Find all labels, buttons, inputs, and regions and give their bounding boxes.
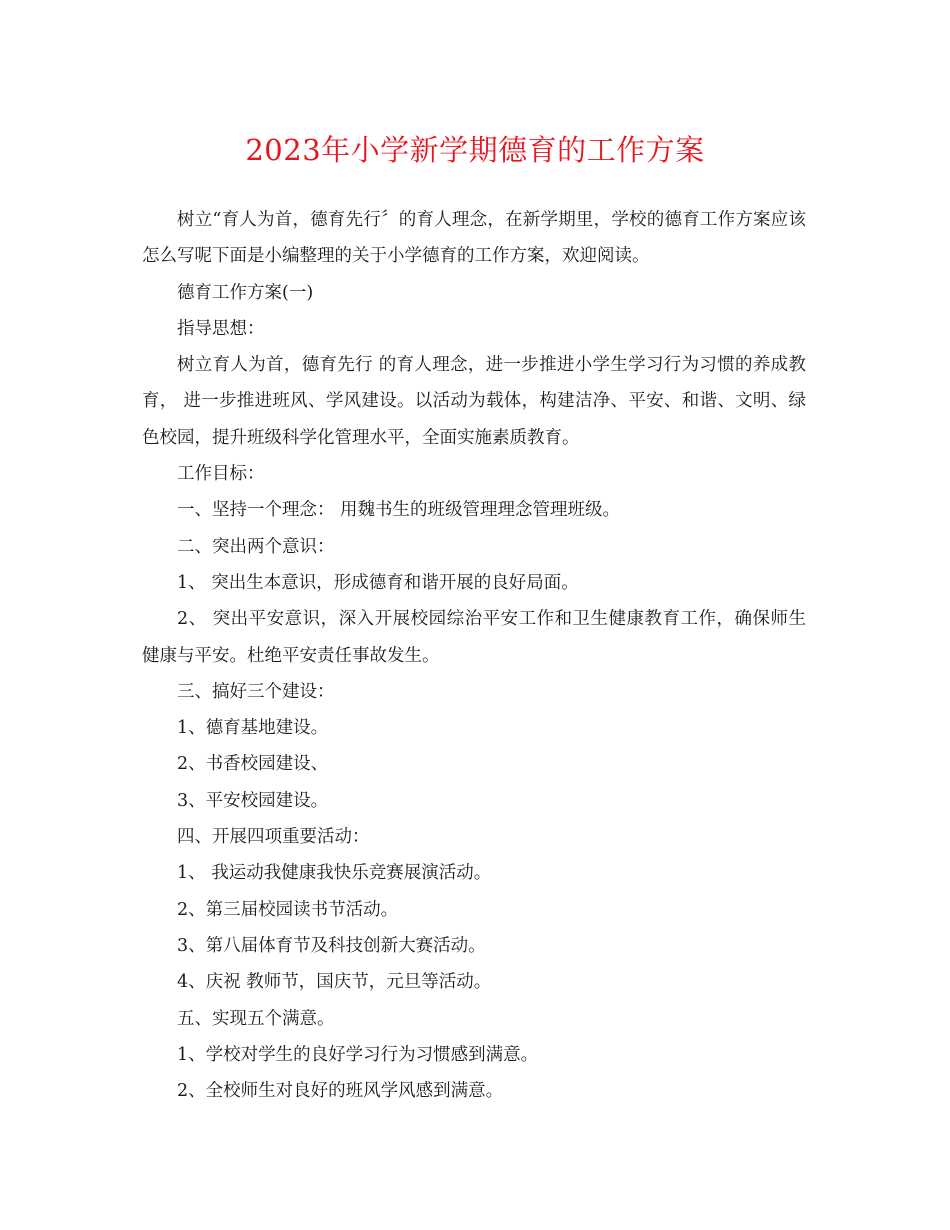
list-item: 1、德育基地建设。: [177, 718, 329, 739]
list-item: 1、学校对学生的良好学习行为习惯感到满意。: [177, 1044, 539, 1065]
list-item: 1、 突出生本意识，形成德育和谐开展的良好局面。: [177, 572, 579, 593]
list-item: 2、全校师生对良好的班风学风感到满意。: [177, 1081, 504, 1102]
goal-three-construction: 三、搞好三个建设：: [177, 681, 335, 702]
goal-two-awareness: 二、突出两个意识：: [177, 536, 335, 557]
section-heading-plan-one: 德育工作方案(一): [177, 282, 314, 303]
list-item: 1、 我运动我健康我快乐竞赛展演活动。: [177, 863, 492, 884]
document-body: [142, 202, 806, 1109]
list-item: 3、平安校园建设。: [177, 790, 329, 811]
list-item: 2、 突出平安意识，深入开展校园综治平安工作和卫生健康教育工作，确保师生健康与平安。杜绝平安责任事故发生。: [142, 609, 806, 666]
heading-guiding-ideology: 指导思想：: [177, 318, 265, 339]
list-item: 3、第八届体育节及科技创新大赛活动。: [177, 935, 486, 956]
goal-five-satisfaction: 五、实现五个满意。: [177, 1008, 335, 1029]
goal-one-concept: 一、坚持一个理念： 用魏书生的班级管理理念管理班级。: [177, 500, 621, 521]
list-item: 2、书香校园建设、: [177, 754, 329, 775]
document-title: 2023年小学新学期德育的工作方案: [245, 133, 705, 167]
list-item: 4、庆祝 教师节，国庆节，元旦等活动。: [177, 972, 492, 993]
paragraph-intro: 树立“育人为首，德育先行〞的育人理念，在新学期里，学校的德育工作方案应该怎么写呢下面是小编整理的关于小学德育的工作方案，欢迎阅读。: [142, 210, 806, 267]
goal-four-activities: 四、开展四项重要活动：: [177, 827, 370, 848]
paragraph-guiding-ideology: 树立育人为首，德育先行 的育人理念，进一步推进小学生学习行为习惯的养成教育， 进一步推进班风、学风建设。以活动为载体，构建洁净、平安、和谐、文明、绿色校园，提升班级科学化管理水平，全面实施素质教育。: [142, 355, 806, 448]
list-item: 2、第三届校园读书节活动。: [177, 899, 399, 920]
heading-work-goals: 工作目标：: [177, 464, 265, 485]
